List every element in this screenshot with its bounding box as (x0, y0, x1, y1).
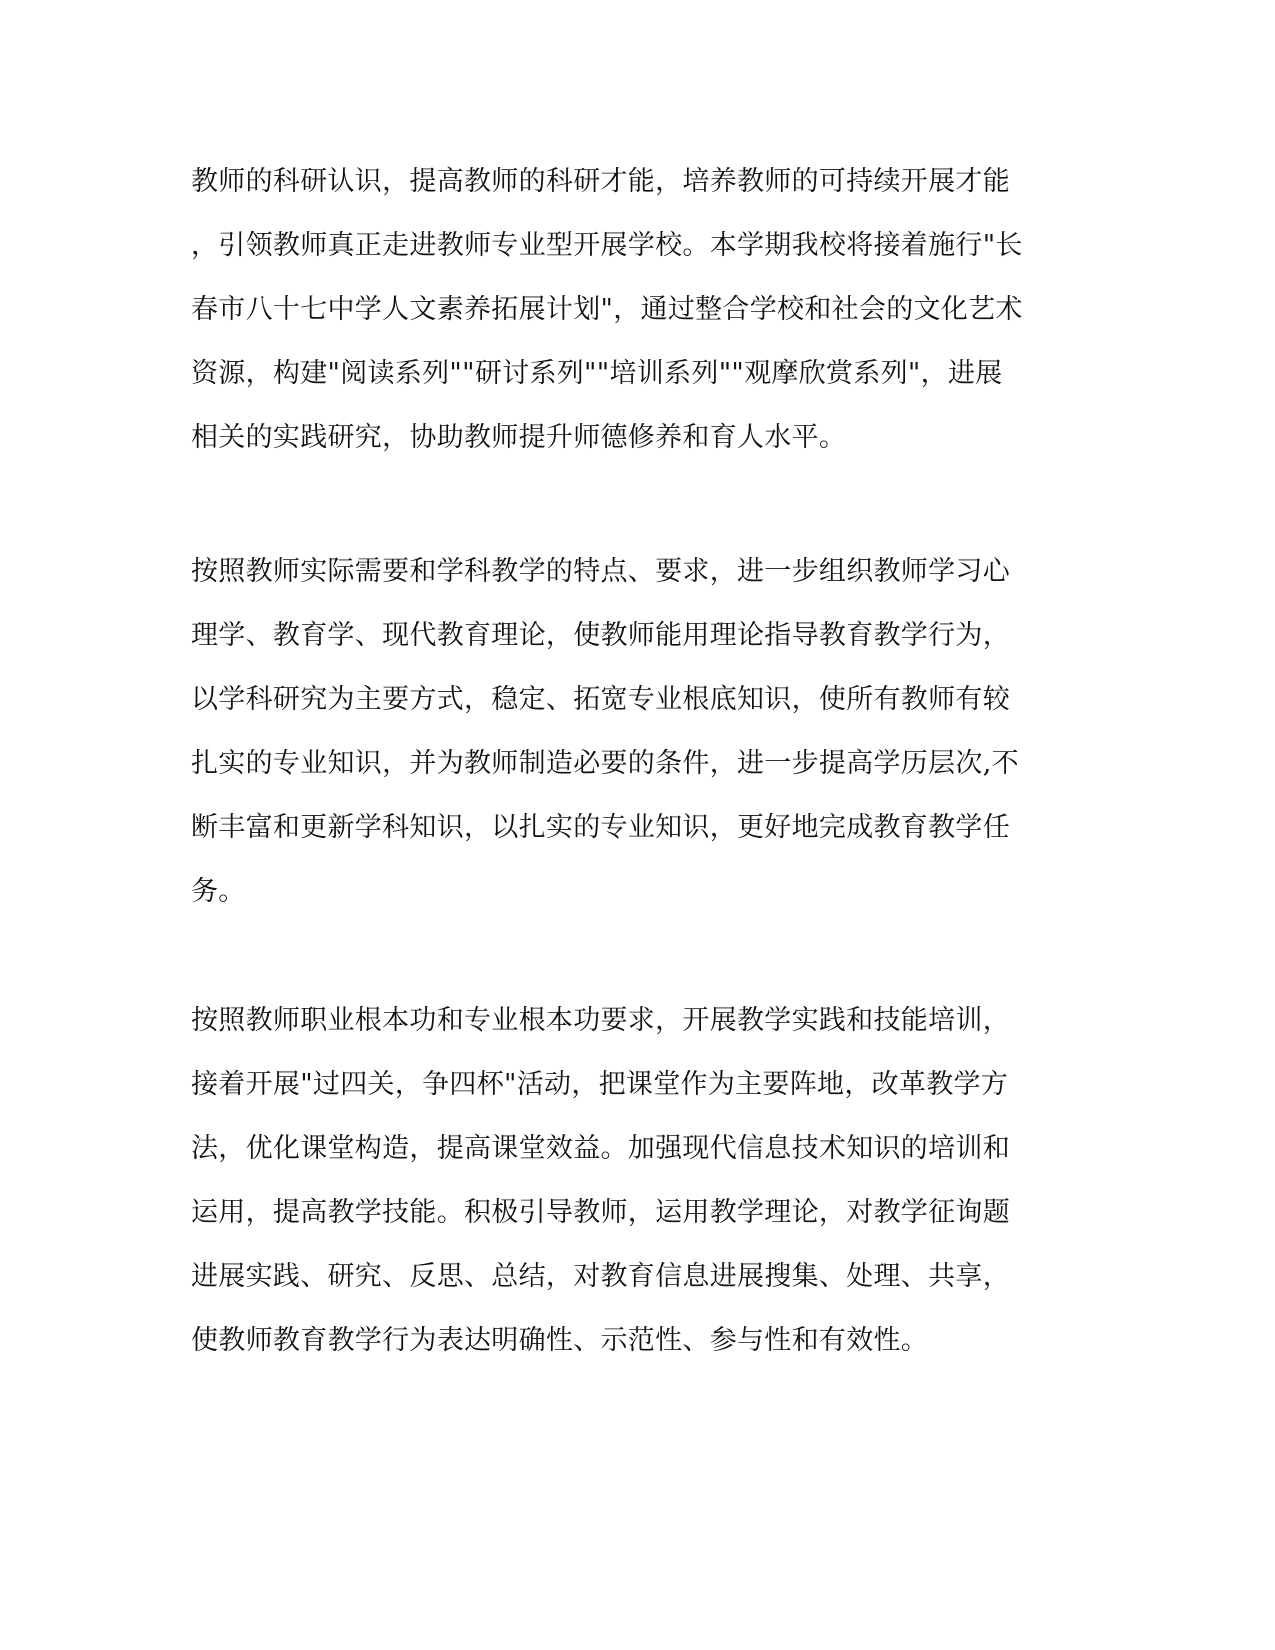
text-line: 资源，构建"阅读系列""研讨系列""培训系列""观摩欣赏系列"，进展 (191, 358, 1003, 389)
text-line: 接着开展"过四关，争四杯"活动，把课堂作为主要阵地，改革教学方 (191, 1069, 1009, 1100)
paragraph-teaching-skills (191, 989, 1081, 1373)
paragraph-research-literacy (191, 150, 1081, 470)
paragraph-professional-knowledge (191, 540, 1081, 924)
text-line: 按照教师实际需要和学科教学的特点、要求，进一步组织教师学习心 (191, 556, 1010, 587)
text-line: ，引领教师真正走进教师专业型开展学校。本学期我校将接着施行"长 (191, 230, 1023, 261)
text-line: 使教师教育教学行为表达明确性、示范性、参与性和有效性。 (191, 1325, 929, 1356)
text-line: 进展实践、研究、反思、总结，对教育信息进展搜集、处理、共享， (191, 1261, 1010, 1292)
text-line: 以学科研究为主要方式，稳定、拓宽专业根底知识，使所有教师有较 (191, 684, 1010, 715)
text-line: 断丰富和更新学科知识，以扎实的专业知识，更好地完成教育教学任 (191, 812, 1010, 843)
text-line: 运用，提高教学技能。积极引导教师，运用教学理论，对教学征询题 (191, 1197, 1010, 1228)
text-line: 相关的实践研究，协助教师提升师德修养和育人水平。 (191, 422, 847, 453)
text-line: 教师的科研认识，提高教师的科研才能，培养教师的可持续开展才能 (191, 166, 1010, 197)
text-line: 扎实的专业知识，并为教师制造必要的条件，进一步提高学历层次,不 (191, 748, 1019, 779)
text-line: 法，优化课堂构造，提高课堂效益。加强现代信息技术知识的培训和 (191, 1133, 1010, 1164)
text-line: 按照教师职业根本功和专业根本功要求，开展教学实践和技能培训， (191, 1005, 1010, 1036)
text-line: 春市八十七中学人文素养拓展计划"，通过整合学校和社会的文化艺术 (191, 294, 1023, 325)
text-line: 理学、教育学、现代教育理论，使教师能用理论指导教育教学行为， (191, 620, 1010, 651)
text-line: 务。 (191, 876, 246, 907)
